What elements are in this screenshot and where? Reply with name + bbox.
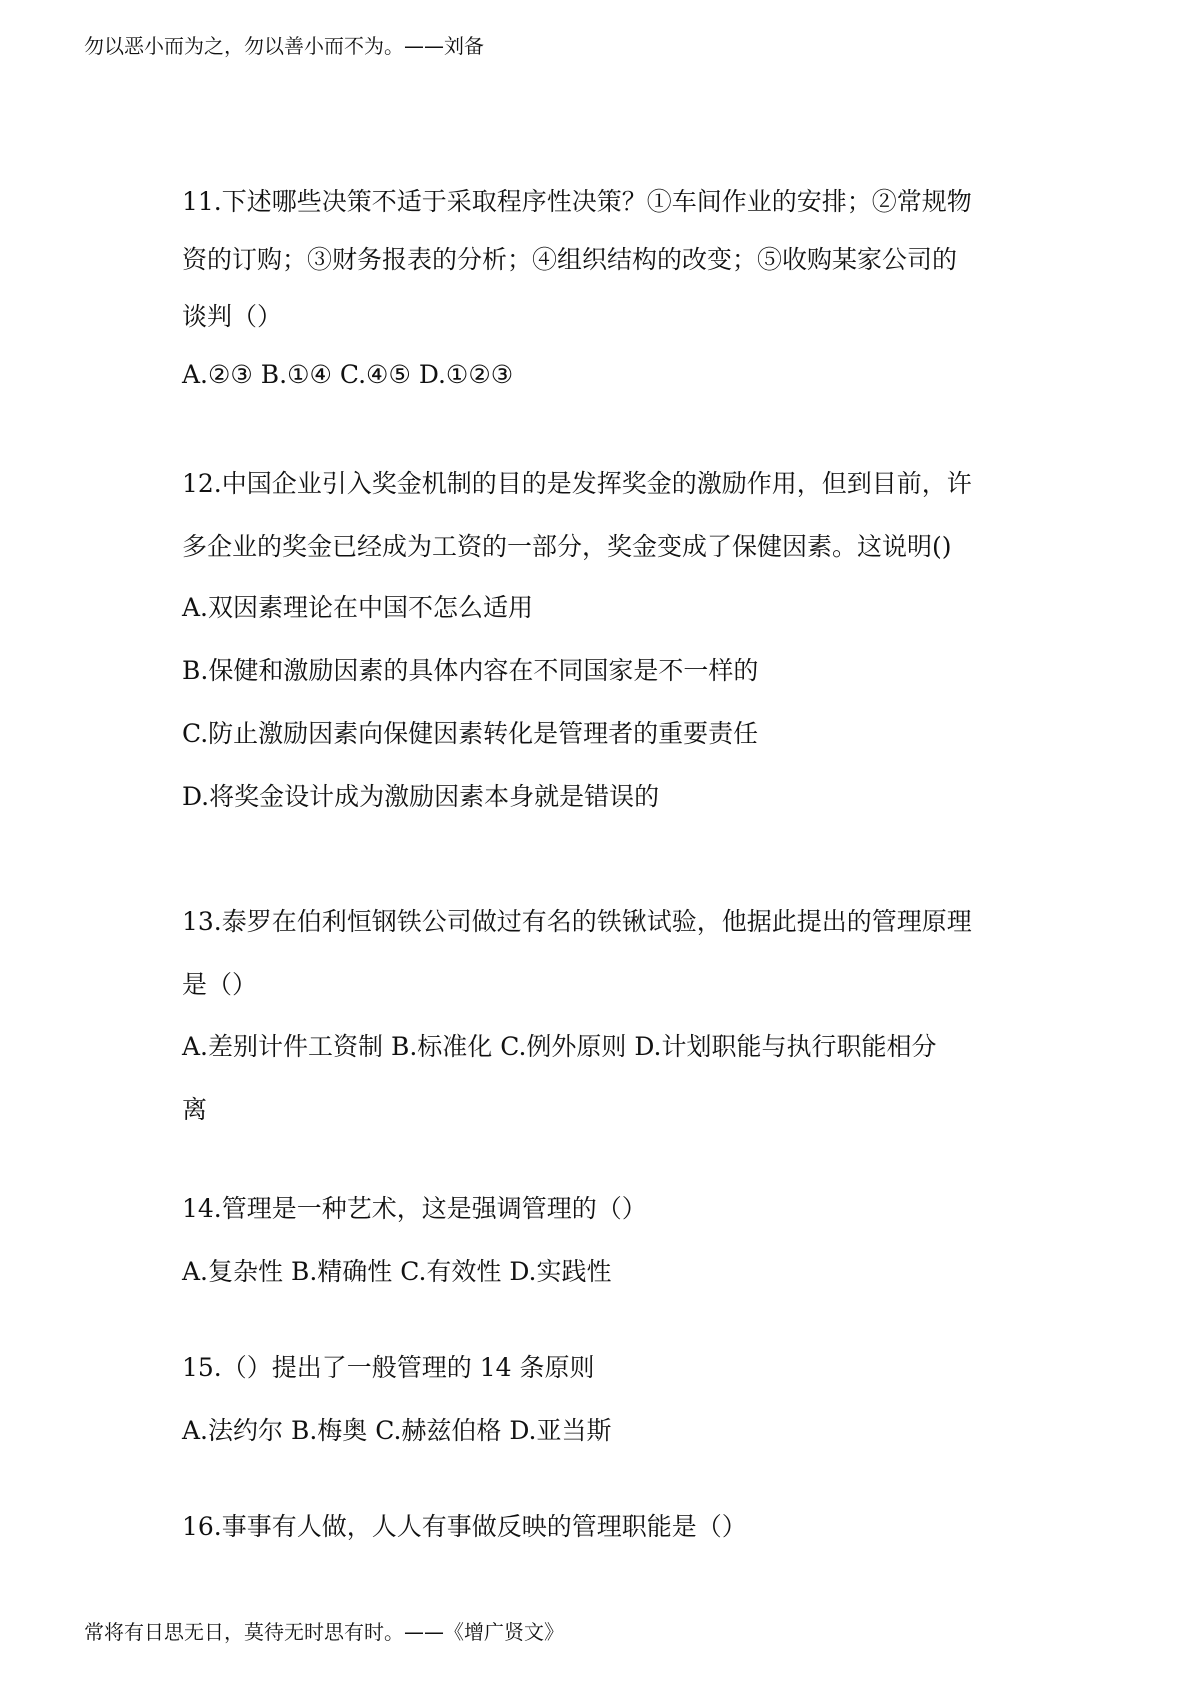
question-15-line-1: 15.（）提出了一般管理的 14 条原则 (182, 1353, 595, 1382)
footer-quote: 常将有日思无日，莫待无时思有时。——《增广贤文》 (84, 1620, 564, 1644)
header-quote: 勿以恶小而为之，勿以善小而不为。——刘备 (84, 34, 484, 58)
question-12-option-b: B.保健和激励因素的具体内容在不同国家是不一样的 (182, 656, 759, 685)
question-13-options-line-2: 离 (182, 1095, 208, 1124)
question-12-line-1: 12.中国企业引入奖金机制的目的是发挥奖金的激励作用，但到目前，许 (182, 469, 972, 498)
question-11-options: A.②③ B.①④ C.④⑤ D.①②③ (182, 360, 514, 389)
question-13-options-line-1: A.差别计件工资制 B.标准化 C.例外原则 D.计划职能与执行职能相分 (182, 1032, 937, 1061)
question-14-line-1: 14.管理是一种艺术，这是强调管理的（） (182, 1194, 647, 1223)
question-12-option-d: D.将奖金设计成为激励因素本身就是错误的 (182, 782, 660, 811)
question-14-options: A.复杂性 B.精确性 C.有效性 D.实践性 (182, 1257, 612, 1286)
question-13-line-1: 13.泰罗在伯利恒钢铁公司做过有名的铁锹试验，他据此提出的管理原理 (182, 907, 972, 936)
question-11-line-3: 谈判（） (182, 302, 283, 331)
question-12-option-c: C.防止激励因素向保健因素转化是管理者的重要责任 (182, 719, 759, 748)
question-13-line-2: 是（） (182, 970, 258, 999)
question-11-line-2: 资的订购；③财务报表的分析；④组织结构的改变；⑤收购某家公司的 (182, 245, 958, 274)
question-12-line-2: 多企业的奖金已经成为工资的一部分，奖金变成了保健因素。这说明() (182, 532, 952, 561)
question-16-line-1: 16.事事有人做，人人有事做反映的管理职能是（） (182, 1512, 747, 1541)
question-11-line-1: 11.下述哪些决策不适于采取程序性决策？①车间作业的安排；②常规物 (182, 187, 972, 216)
question-15-options: A.法约尔 B.梅奥 C.赫兹伯格 D.亚当斯 (182, 1416, 612, 1445)
question-12-option-a: A.双因素理论在中国不怎么适用 (182, 593, 534, 622)
